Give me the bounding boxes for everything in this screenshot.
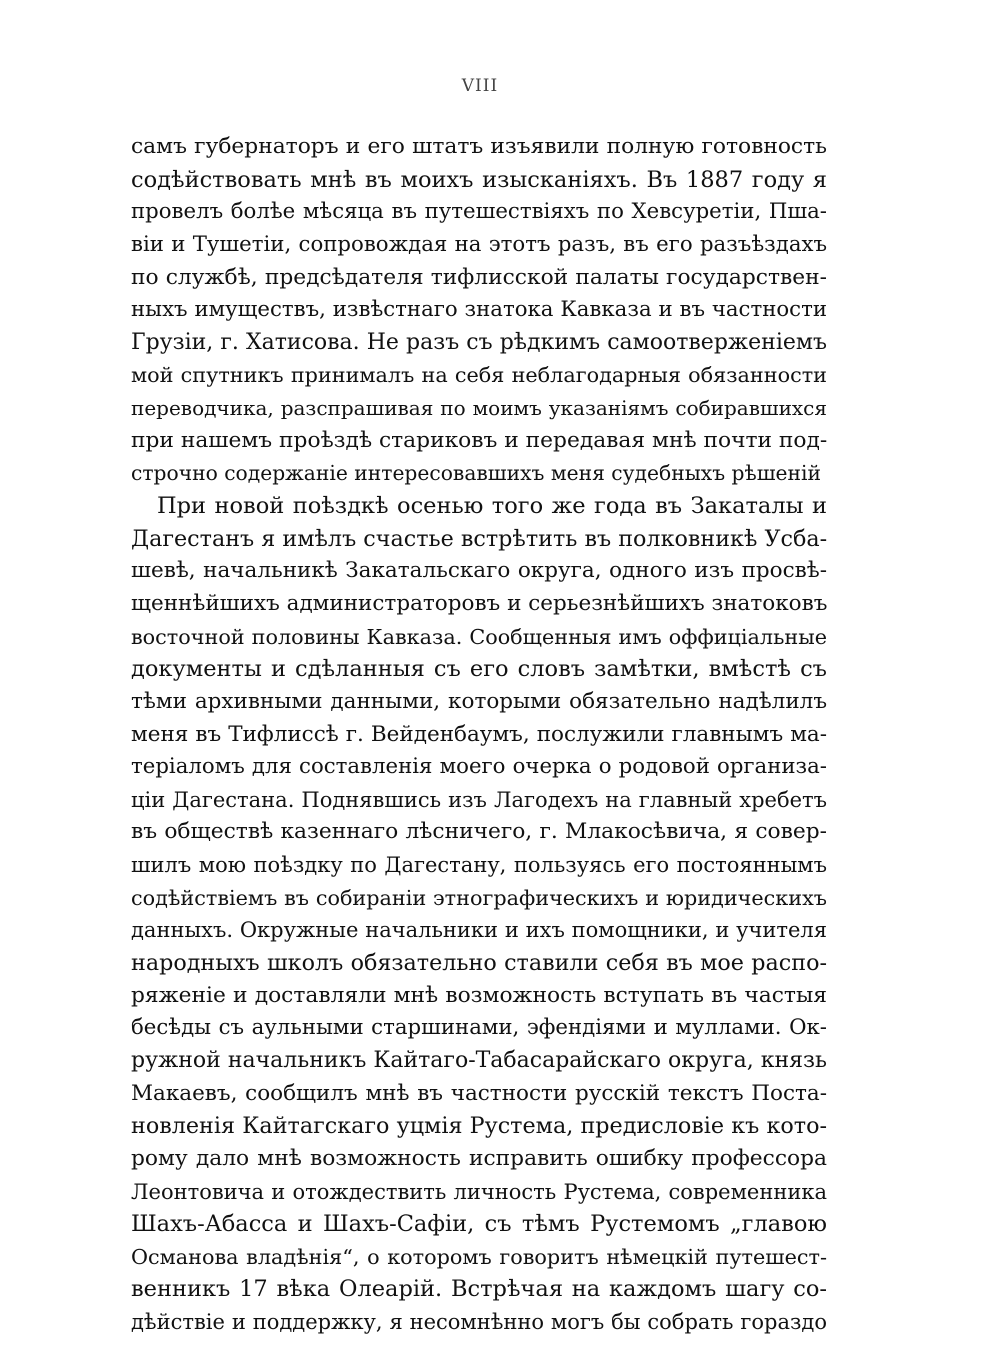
text-line: Шахъ-Абасса и Шахъ-Сафіи, съ тѣмъ Рустемомъ „главою [131,1211,827,1238]
text-line: дѣйствіе и поддержку, я несомнѣнно могъ бы собрать гораздо [131,1310,827,1335]
text-line: Дагестанъ я имѣлъ счастье встрѣтить въ полковникѣ Усба- [131,525,828,552]
page-number: VIII [461,76,499,96]
text-line: бесѣды съ аульными старшинами, эфендіями и муллами. Ок- [131,1015,827,1041]
text-line: ныхъ имуществъ, извѣстнаго знатока Кавказа и въ частности [131,297,827,323]
text-line: самъ губернаторъ и его штатъ изъявили полную готовность [131,134,827,159]
text-line: рому дало мнѣ возможность исправить ошибку профессора [131,1145,827,1171]
text-line: при нашемъ проѣздѣ стариковъ и передавая мнѣ почти под- [131,427,828,453]
body-text [131,131,827,1339]
text-line: содѣйствіемъ въ собираніи этнографическихъ и юридическихъ [131,885,827,910]
text-line: шилъ мою поѣздку по Дагестану, пользуясь его постояннымъ [131,853,827,878]
paragraph-end-line: строчно содержаніе интересовавшихъ меня судебныхъ рѣшеній [131,461,822,486]
text-line: содѣйствовать мнѣ въ моихъ изысканіяхъ. Въ 1887 году я [131,166,827,193]
text-line: восточной половины Кавказа. Сообщенныя имъ оффиціальные [131,624,827,649]
text-line: шевѣ, начальникѣ Закатальскаго округа, одного изъ просвѣ- [131,558,827,584]
text-line: венникъ 17 вѣка Олеарій. Встрѣчая на каждомъ шагу со- [131,1276,827,1303]
text-line: Османова владѣнія“, о которомъ говоритъ нѣмецкій путешест- [131,1244,827,1269]
text-line: Леонтовича и отождествить личность Рустема, современника [131,1179,827,1204]
text-line: переводчика, разспрашивая по моимъ указаніямъ собиравшихся [131,396,827,421]
text-line: документы и сдѣланныя съ его словъ замѣтки, вмѣстѣ съ [131,656,827,683]
text-line: ряженіе и доставляли мнѣ возможность вступать въ частыя [131,982,827,1008]
text-line: Грузіи, г. Хатисова. Не разъ съ рѣдкимъ самоотверженіемъ [131,329,827,355]
text-line: тѣми архивными данными, которыми обязательно надѣлилъ [131,688,827,714]
text-line: віи и Тушетіи, сопровождая на этотъ разъ, въ его разъѣздахъ [131,231,827,257]
text-line: народныхъ школъ обязательно ставили себя въ мое распо- [131,950,827,977]
text-line: мой спутникъ принималъ на себя неблагодарныя обязанности [131,363,827,388]
text-line: по службѣ, предсѣдателя тифлисской палаты государствен- [131,264,827,290]
text-line: Макаевъ, сообщилъ мнѣ въ частности русскій текстъ Поста- [131,1080,827,1106]
text-line: щеннѣйшихъ администраторовъ и серьезнѣйшихъ знатоковъ [131,590,828,616]
text-line: ружной начальникъ Кайтаго-Табасарайскаго округа, князь [131,1047,827,1073]
text-line: данныхъ. Окружные начальники и ихъ помощники, и учителя [131,918,827,943]
text-line: теріаломъ для составленія моего очерка о родовой организа- [131,754,827,780]
text-line: меня въ Тифлиссѣ г. Вейденбаумъ, послужили главнымъ ма- [131,721,827,747]
text-line: новленія Кайтагскаго уцмія Рустема, предисловіе къ кото- [131,1113,827,1140]
text-line: въ обществѣ казеннаго лѣсничего, г. Млакосѣвича, я совер- [131,819,827,845]
text-line: ціи Дагестана. Поднявшись изъ Лагодехъ на главный хребетъ [131,787,827,812]
text-line: провелъ болѣе мѣсяца въ путешествіяхъ по Хевсуретіи, Пша- [131,199,827,225]
paragraph-start-line: При новой поѣздкѣ осенью того же года въ Закаталы и [157,493,827,520]
